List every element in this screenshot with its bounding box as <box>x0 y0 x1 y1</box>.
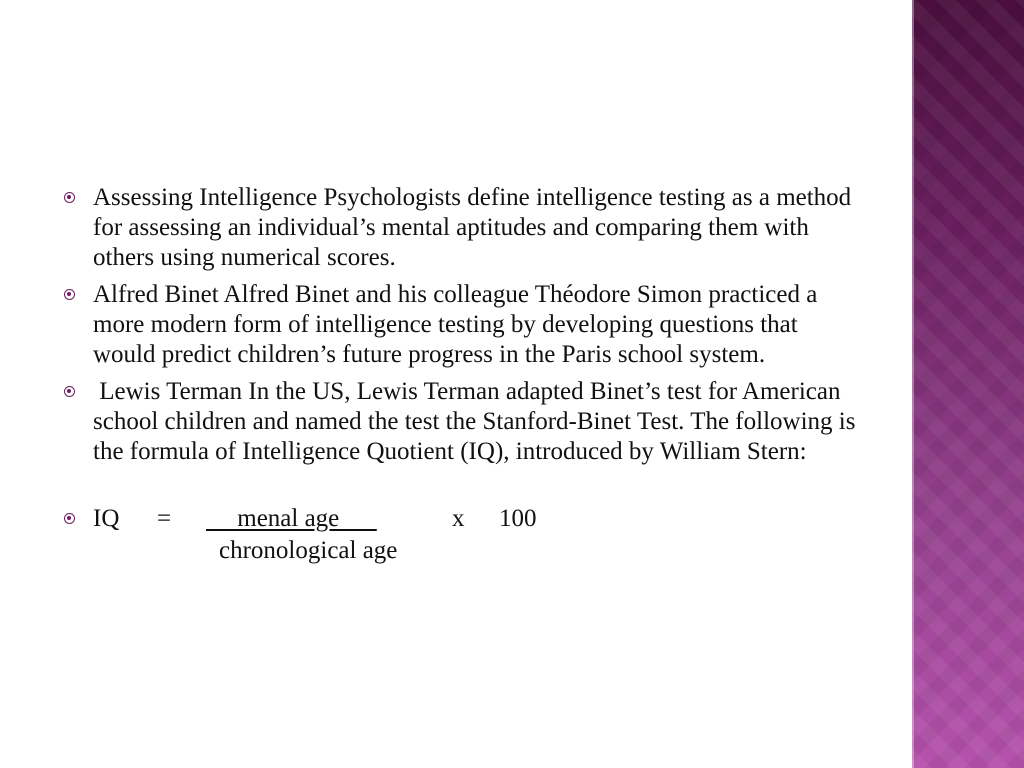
formula-factor: 100 <box>499 505 537 532</box>
bullet-text: Assessing Intelligence Psychologists define intelligence testing as a method for assessing an individual’s mental aptitudes and comparing them with others using numerical scores. <box>93 184 852 271</box>
formula-lhs: IQ <box>93 505 120 532</box>
circle-bullet-icon <box>64 289 75 300</box>
formula-equals: = <box>157 505 172 532</box>
spacer <box>62 474 862 504</box>
formula-bottom-row <box>93 536 862 568</box>
formula-numerator: menal age <box>206 505 377 532</box>
circle-bullet-icon <box>64 513 75 524</box>
bullet-item-lewis-terman <box>62 377 862 467</box>
iq-formula <box>62 504 862 568</box>
formula-denominator: chronological age <box>219 537 398 564</box>
bullet-item-alfred-binet <box>62 280 862 370</box>
side-panel-edge <box>912 0 914 768</box>
bullet-text: Alfred Binet Alfred Binet and his colleague Théodore Simon practiced a more modern form of intelligence testing by developing questions that would predict children’s future progress in the Paris school system. <box>93 281 818 368</box>
formula-top-row <box>93 504 862 536</box>
formula-times: x <box>452 505 465 532</box>
decorative-side-panel <box>912 0 1024 768</box>
circle-bullet-icon <box>64 386 75 397</box>
bullet-text: Lewis Terman In the US, Lewis Terman adapted Binet’s test for American school children and named the test the Stanford-Binet Test. The following is the formula of Intelligence Quotient (IQ), introduced by William Stern: <box>93 378 862 465</box>
circle-bullet-icon <box>64 192 75 203</box>
bullet-list <box>62 183 862 575</box>
bullet-item-assessing-intelligence <box>62 183 862 273</box>
